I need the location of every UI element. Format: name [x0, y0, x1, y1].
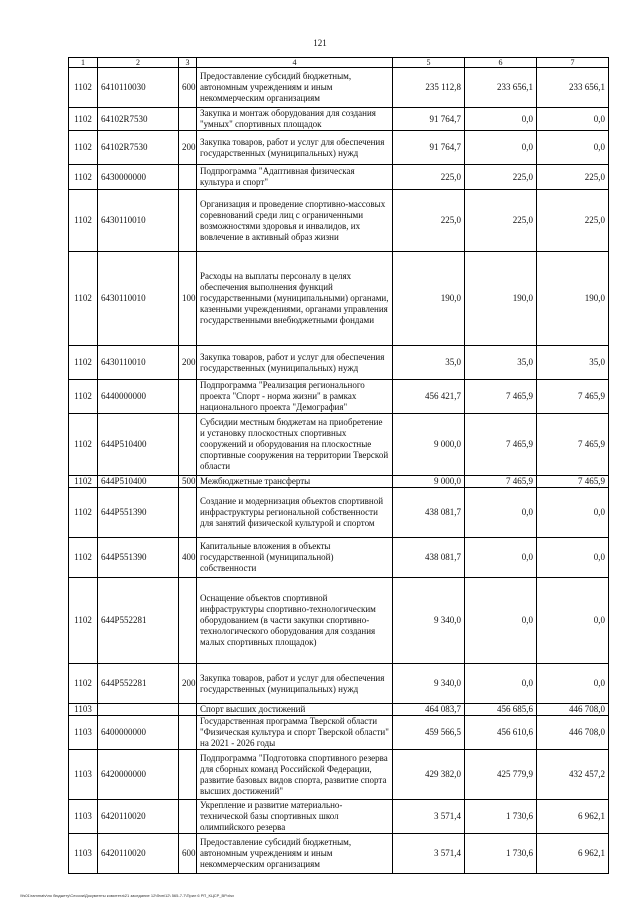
amount-year-1: 464 083,7 — [393, 704, 465, 716]
amount-year-3: 6 962,1 — [537, 800, 609, 834]
table-row — [69, 750, 609, 800]
expense-type-code — [179, 704, 197, 716]
item-name: Субсидии местным бюджетам на приобретение и установку плоскостных спортивных сооружений и оборудования на плоскостные спортивные сооружения на территории Тверской области — [197, 414, 393, 476]
item-name: Государственная программа Тверской области "Физическая культура и спорт Тверской области" на 2021 - 2026 годы — [197, 716, 393, 750]
page-number: 121 — [313, 38, 327, 48]
target-code: 6430000000 — [98, 165, 179, 190]
section-code: 1102 — [69, 108, 98, 131]
section-code: 1103 — [69, 800, 98, 834]
target-code: 6430110010 — [98, 190, 179, 252]
table-row — [69, 834, 609, 874]
expense-type-code: 600 — [179, 68, 197, 108]
amount-year-3: 233 656,1 — [537, 68, 609, 108]
table-row — [69, 165, 609, 190]
table-row — [69, 68, 609, 108]
item-name: Закупка товаров, работ и услуг для обеспечения государственных (муниципальных) нужд — [197, 131, 393, 165]
item-name: Капитальные вложения в объекты государственной (муниципальной) собственности — [197, 538, 393, 578]
expense-type-code — [179, 190, 197, 252]
amount-year-3: 432 457,2 — [537, 750, 609, 800]
table-row — [69, 704, 609, 716]
file-path-footer: \\fs01\rammatv\по бюджету\Сессии\Документы комитета\21 заседание 12\Фин\12\ 565-7-7\Прил 6 РП_КЦСР_ВР.xlsx — [20, 893, 235, 898]
item-name: Подпрограмма "Адаптивная физическая культура и спорт" — [197, 165, 393, 190]
amount-year-3: 0,0 — [537, 664, 609, 704]
item-name: Укрепление и развитие материально-технической базы спортивных школ олимпийского резерва — [197, 800, 393, 834]
amount-year-1: 3 571,4 — [393, 834, 465, 874]
amount-year-1: 190,0 — [393, 252, 465, 346]
item-name: Подпрограмма "Подготовка спортивного резерва для сборных команд Российской Федерации, развитие базовых видов спорта, развитие спорта высших достижений" — [197, 750, 393, 800]
amount-year-3: 225,0 — [537, 190, 609, 252]
item-name: Расходы на выплаты персоналу в целях обеспечения выполнения функций государственными (муниципальными) органами, казенными учреждениями, органами управления государственными внебюджетными фондами — [197, 252, 393, 346]
section-code: 1102 — [69, 664, 98, 704]
section-code: 1102 — [69, 252, 98, 346]
amount-year-3: 7 465,9 — [537, 414, 609, 476]
item-name: Оснащение объектов спортивной инфраструктуры спортивно-технологическим оборудованием (в части закупки спортивно-технологического оборудования для создания малых спортивных площадок) — [197, 578, 393, 664]
expense-type-code — [179, 488, 197, 538]
table-row — [69, 664, 609, 704]
column-number: 1 — [69, 58, 98, 68]
expense-type-code — [179, 800, 197, 834]
item-name: Межбюджетные трансферты — [197, 476, 393, 488]
table-row — [69, 131, 609, 165]
item-name: Закупка и монтаж оборудования для создания "умных" спортивных площадок — [197, 108, 393, 131]
amount-year-2: 425 779,9 — [465, 750, 537, 800]
amount-year-1: 459 566,5 — [393, 716, 465, 750]
target-code: 644P551390 — [98, 488, 179, 538]
table-row — [69, 800, 609, 834]
target-code: 6420110020 — [98, 800, 179, 834]
section-code: 1102 — [69, 131, 98, 165]
amount-year-2: 7 465,9 — [465, 476, 537, 488]
table-row — [69, 346, 609, 380]
table-row — [69, 716, 609, 750]
amount-year-2: 0,0 — [465, 538, 537, 578]
amount-year-1: 3 571,4 — [393, 800, 465, 834]
amount-year-2: 1 730,6 — [465, 800, 537, 834]
amount-year-2: 0,0 — [465, 108, 537, 131]
target-code: 644P551390 — [98, 538, 179, 578]
expense-type-code — [179, 380, 197, 414]
item-name: Создание и модернизация объектов спортивной инфраструктуры региональной собственности для занятий физической культурой и спортом — [197, 488, 393, 538]
expense-type-code — [179, 414, 197, 476]
target-code: 6420110020 — [98, 834, 179, 874]
target-code: 6440000000 — [98, 380, 179, 414]
table-row — [69, 190, 609, 252]
amount-year-1: 456 421,7 — [393, 380, 465, 414]
amount-year-1: 91 764,7 — [393, 131, 465, 165]
table-row — [69, 476, 609, 488]
target-code: 644P552281 — [98, 664, 179, 704]
expense-type-code: 200 — [179, 664, 197, 704]
table-row — [69, 488, 609, 538]
amount-year-1: 35,0 — [393, 346, 465, 380]
target-code: 6420000000 — [98, 750, 179, 800]
expense-type-code: 100 — [179, 252, 197, 346]
column-number: 2 — [98, 58, 179, 68]
amount-year-2: 456 610,6 — [465, 716, 537, 750]
target-code: 644P510400 — [98, 476, 179, 488]
section-code: 1103 — [69, 750, 98, 800]
amount-year-1: 225,0 — [393, 190, 465, 252]
budget-table — [68, 57, 609, 874]
target-code: 644P510400 — [98, 414, 179, 476]
expense-type-code: 200 — [179, 346, 197, 380]
column-number: 5 — [393, 58, 465, 68]
target-code: 644P552281 — [98, 578, 179, 664]
amount-year-1: 438 081,7 — [393, 488, 465, 538]
item-name: Предоставление субсидий бюджетным, автономным учреждениям и иным некоммерческим организациям — [197, 834, 393, 874]
item-name: Организация и проведение спортивно-массовых соревнований среди лиц с ограниченными возможностями здоровья и инвалидов, их вовлечение в активный образ жизни — [197, 190, 393, 252]
column-number: 6 — [465, 58, 537, 68]
section-code: 1102 — [69, 488, 98, 538]
amount-year-3: 0,0 — [537, 488, 609, 538]
column-number: 4 — [197, 58, 393, 68]
column-number: 7 — [537, 58, 609, 68]
expense-type-code — [179, 750, 197, 800]
amount-year-1: 438 081,7 — [393, 538, 465, 578]
section-code: 1102 — [69, 538, 98, 578]
target-code: 64102R7530 — [98, 131, 179, 165]
expense-type-code: 500 — [179, 476, 197, 488]
expense-type-code: 600 — [179, 834, 197, 874]
amount-year-3: 7 465,9 — [537, 380, 609, 414]
amount-year-2: 190,0 — [465, 252, 537, 346]
amount-year-1: 9 340,0 — [393, 664, 465, 704]
amount-year-3: 7 465,9 — [537, 476, 609, 488]
section-code: 1102 — [69, 190, 98, 252]
amount-year-2: 0,0 — [465, 578, 537, 664]
amount-year-2: 7 465,9 — [465, 380, 537, 414]
amount-year-2: 225,0 — [465, 190, 537, 252]
section-code: 1102 — [69, 165, 98, 190]
amount-year-3: 190,0 — [537, 252, 609, 346]
section-code: 1103 — [69, 704, 98, 716]
section-code: 1102 — [69, 346, 98, 380]
amount-year-2: 0,0 — [465, 664, 537, 704]
table-row — [69, 108, 609, 131]
expense-type-code: 200 — [179, 131, 197, 165]
item-name: Подпрограмма "Реализация регионального проекта "Спорт - норма жизни" в рамках национального проекта "Демография" — [197, 380, 393, 414]
amount-year-2: 0,0 — [465, 488, 537, 538]
amount-year-3: 446 708,0 — [537, 716, 609, 750]
amount-year-2: 225,0 — [465, 165, 537, 190]
expense-type-code — [179, 716, 197, 750]
amount-year-3: 446 708,0 — [537, 704, 609, 716]
amount-year-1: 9 000,0 — [393, 476, 465, 488]
item-name: Предоставление субсидий бюджетным, автономным учреждениям и иным некоммерческим организациям — [197, 68, 393, 108]
column-number-row — [69, 58, 609, 68]
target-code: 6410110030 — [98, 68, 179, 108]
amount-year-2: 233 656,1 — [465, 68, 537, 108]
amount-year-2: 456 685,6 — [465, 704, 537, 716]
target-code: 6430110010 — [98, 346, 179, 380]
target-code: 6430110010 — [98, 252, 179, 346]
table-row — [69, 252, 609, 346]
target-code: 6400000000 — [98, 716, 179, 750]
amount-year-3: 35,0 — [537, 346, 609, 380]
amount-year-3: 6 962,1 — [537, 834, 609, 874]
amount-year-1: 235 112,8 — [393, 68, 465, 108]
table-row — [69, 538, 609, 578]
item-name: Спорт высших достижений — [197, 704, 393, 716]
table-row — [69, 414, 609, 476]
section-code: 1102 — [69, 380, 98, 414]
section-code: 1102 — [69, 414, 98, 476]
item-name: Закупка товаров, работ и услуг для обеспечения государственных (муниципальных) нужд — [197, 346, 393, 380]
section-code: 1102 — [69, 68, 98, 108]
amount-year-3: 0,0 — [537, 108, 609, 131]
amount-year-2: 1 730,6 — [465, 834, 537, 874]
amount-year-1: 225,0 — [393, 165, 465, 190]
amount-year-1: 9 340,0 — [393, 578, 465, 664]
target-code: 64102R7530 — [98, 108, 179, 131]
amount-year-1: 429 382,0 — [393, 750, 465, 800]
amount-year-3: 0,0 — [537, 578, 609, 664]
table-row — [69, 578, 609, 664]
amount-year-2: 7 465,9 — [465, 414, 537, 476]
amount-year-2: 0,0 — [465, 131, 537, 165]
target-code — [98, 704, 179, 716]
table-row — [69, 380, 609, 414]
expense-type-code — [179, 578, 197, 664]
amount-year-1: 9 000,0 — [393, 414, 465, 476]
amount-year-3: 0,0 — [537, 131, 609, 165]
amount-year-3: 0,0 — [537, 538, 609, 578]
amount-year-3: 225,0 — [537, 165, 609, 190]
section-code: 1102 — [69, 476, 98, 488]
section-code: 1103 — [69, 716, 98, 750]
expense-type-code: 400 — [179, 538, 197, 578]
expense-type-code — [179, 165, 197, 190]
expense-type-code — [179, 108, 197, 131]
amount-year-2: 35,0 — [465, 346, 537, 380]
amount-year-1: 91 764,7 — [393, 108, 465, 131]
section-code: 1103 — [69, 834, 98, 874]
section-code: 1102 — [69, 578, 98, 664]
column-number: 3 — [179, 58, 197, 68]
item-name: Закупка товаров, работ и услуг для обеспечения государственных (муниципальных) нужд — [197, 664, 393, 704]
